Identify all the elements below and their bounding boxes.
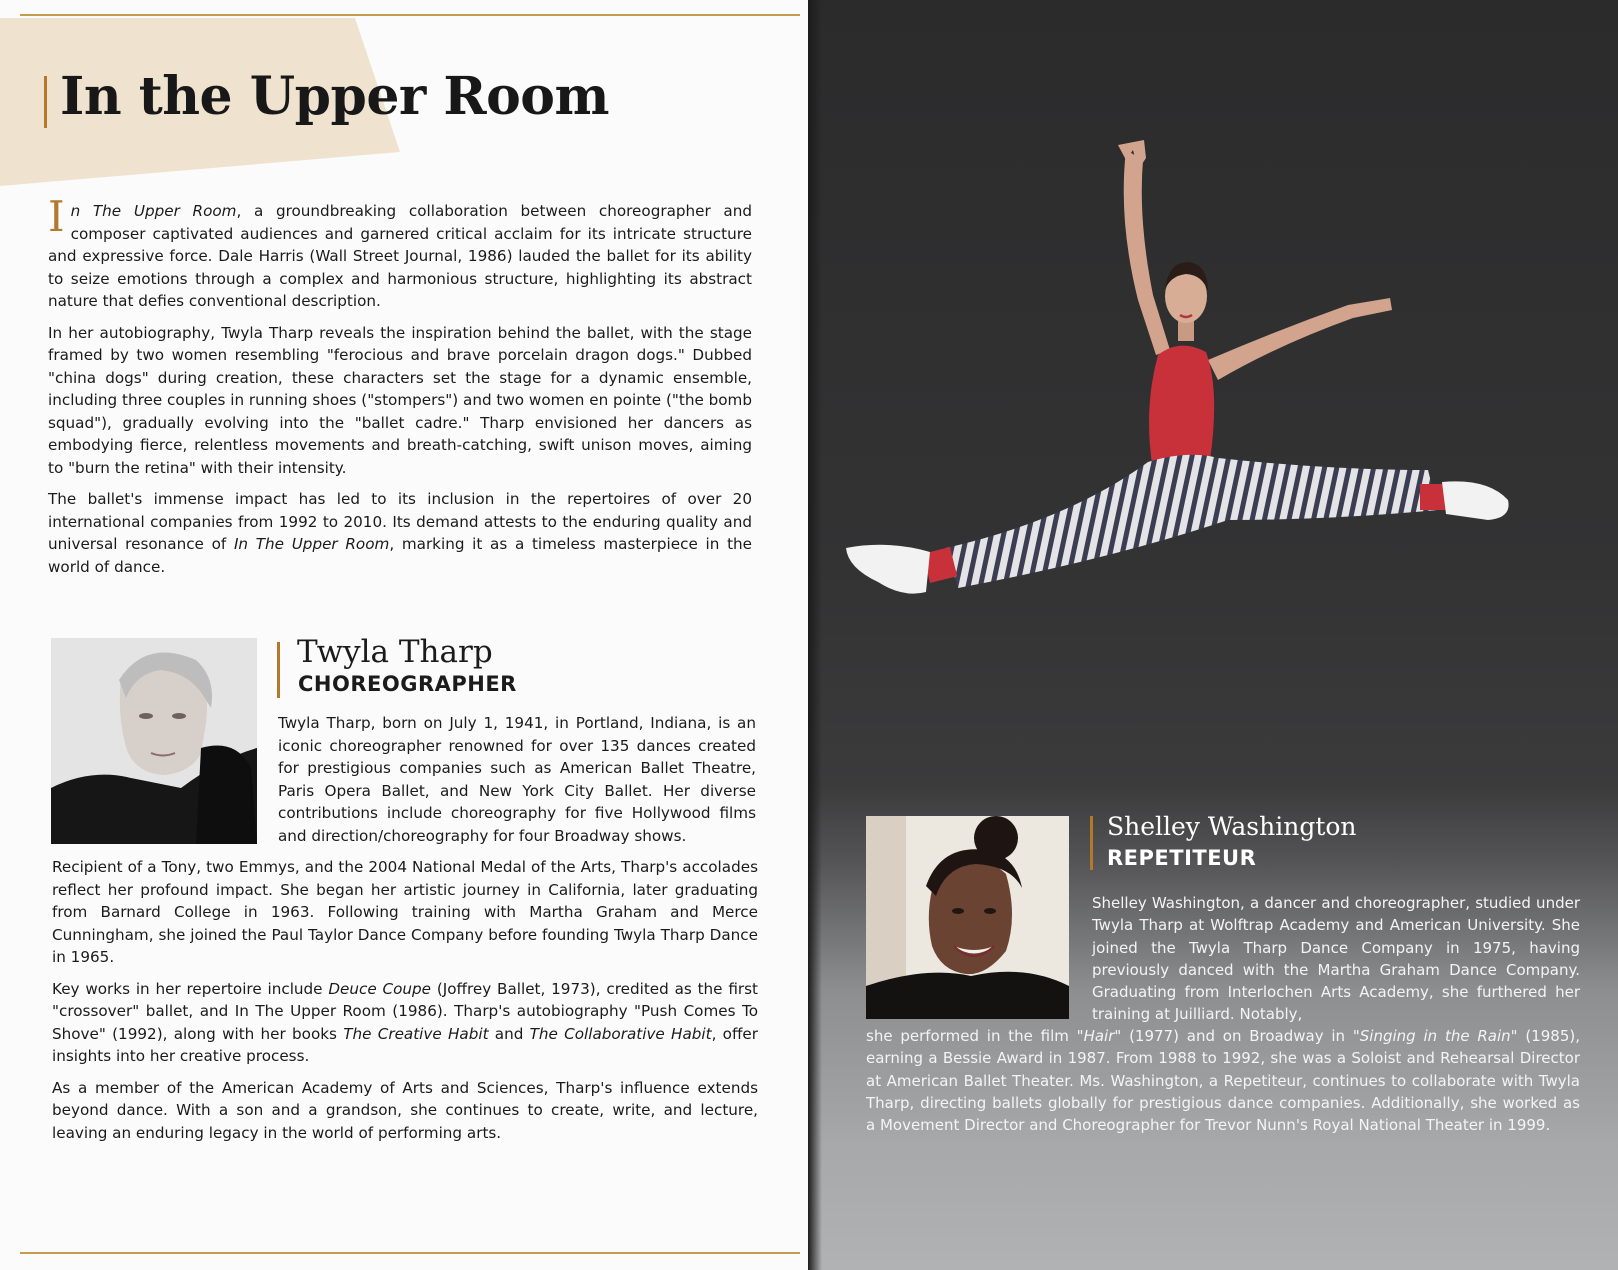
left-page bbox=[0, 0, 808, 1270]
washington-portrait-photo bbox=[866, 816, 1069, 1019]
tharp-portrait-photo bbox=[51, 638, 257, 844]
intro-paragraph-3-italic: In The Upper Room bbox=[233, 535, 390, 553]
intro-text bbox=[48, 192, 752, 587]
washington-p2-a: she performed in the film " bbox=[866, 1027, 1084, 1045]
washington-bio-paragraph-1: Shelley Washington, a dancer and choreographer, studied under Twyla Tharp at Wolftrap Academy and American University. She joined the Twyla Tharp Dance Company in 1975, having previously danced with the Martha Graham Dance Company. Graduating from Interlochen Arts Academy, she furthered her training at Juilliard. Notably, bbox=[1092, 894, 1580, 1024]
tharp-role: CHOREOGRAPHER bbox=[298, 672, 517, 696]
tharp-bio-continued bbox=[52, 856, 758, 1153]
washington-p2-italic-1: Hair bbox=[1083, 1027, 1115, 1045]
washington-p2-italic-2: Singing in the Rain bbox=[1359, 1027, 1511, 1045]
tharp-p3-c: and bbox=[488, 1024, 530, 1043]
tharp-bio-paragraph-2: Recipient of a Tony, two Emmys, and the 2004 National Medal of the Arts, Tharp's accolades reflect her profound impact. She began her artistic journey in California, later graduating from Barnard College in 1963. Following training with Martha Graham and Merce Cunningham, she joined the Paul Taylor Dance Company before founding Twyla Tharp Dance in 1965. bbox=[52, 858, 758, 966]
washington-p2-c: " (1985), earning a Bessie Award in 1987. From 1988 to 1992, she was a Soloist and Rehearsal Director at American Ballet Theater. Ms. Washington, a Repetiteur, continues to collaborate with Twyla Tharp, directing ballets globally for prestigious dance companies. Additionally, she worked as a Movement Director and Choreographer for Trevor Nunn's Royal National Theater in 1999. bbox=[866, 1027, 1580, 1135]
tharp-bio-paragraph-1: Twyla Tharp, born on July 1, 1941, in Portland, Indiana, is an iconic choreographer renowned for over 135 dances created for prestigious companies such as American Ballet Theatre, Paris Opera Ballet, and New York City Ballet. Her diverse contributions include choreography for five Hollywood films and direction/choreography for four Broadway shows. bbox=[278, 714, 756, 845]
tharp-accent-bar bbox=[277, 642, 280, 698]
right-page bbox=[808, 0, 1618, 1270]
intro-italic-title: n The Upper Room bbox=[70, 202, 237, 220]
washington-p2-b: " (1977) and on Broadway in " bbox=[1114, 1027, 1360, 1045]
intro-paragraph-3 bbox=[48, 488, 752, 578]
page-title: In the Upper Room bbox=[60, 66, 610, 127]
washington-role: REPETITEUR bbox=[1107, 846, 1257, 870]
washington-bio-paragraph-2 bbox=[866, 1025, 1580, 1136]
tharp-p3-a: Key works in her repertoire include bbox=[52, 979, 329, 998]
intro-paragraph-2: In her autobiography, Twyla Tharp reveals the inspiration behind the ballet, with the stage framed by two women resembling "ferocious and brave porcelain dragon dogs." Dubbed "china dogs" during creation, these characters set the stage for a dynamic ensemble, including three couples in running shoes ("stompers") and two women en pointe ("the bomb squad"), gradually evolving into the "ballet cadre." Tharp envisioned her dancers as embodying fierce, relentless movements and breath-catching, swift unison moves, aiming to "burn the retina" with their intensity. bbox=[48, 323, 752, 477]
tharp-bio-paragraph-4: As a member of the American Academy of Arts and Sciences, Tharp's influence extends beyond dance. With a son and a grandson, she continues to create, write, and lecture, leaving an enduring legacy in the world of performing arts. bbox=[52, 1078, 758, 1142]
washington-accent-bar bbox=[1090, 816, 1093, 870]
washington-name: Shelley Washington bbox=[1107, 812, 1357, 841]
tharp-p3-italic-3: The Collaborative Habit bbox=[529, 1024, 712, 1043]
intro-paragraph-3-a: The ballet's immense impact has led to its inclusion in the repertoires of over 20 international companies from 1992 to 2010. Its demand attests to the enduring quality and universal resonance of bbox=[48, 490, 752, 553]
intro-paragraph-1-text: , a groundbreaking collaboration between choreographer and composer captivated audiences and garnered critical acclaim for its intricate structure and expressive force. Dale Harris (Wall Street Journal, 1986) lauded the ballet for its ability to seize emotions through a complex and harmonious structure, highlighting its abstract nature that defies conventional description. bbox=[48, 202, 752, 310]
tharp-p3-italic-2: The Creative Habit bbox=[343, 1024, 489, 1043]
tharp-p3-italic-1: Deuce Coupe bbox=[328, 979, 432, 998]
top-rule bbox=[20, 14, 800, 16]
tharp-p3-b: (Joffrey Ballet, 1973), credited as the first "crossover" ballet, and In The Upper Room (1986). Tharp's autobiography "Push Comes To Shove" (1992), along with her books bbox=[52, 979, 759, 1043]
tharp-bio-paragraph-3 bbox=[52, 978, 758, 1068]
drop-cap: I bbox=[48, 192, 65, 241]
dancer-photo bbox=[808, 0, 1618, 700]
intro-paragraph-3-b: , marking it as a timeless masterpiece in the world of dance. bbox=[48, 535, 752, 576]
title-accent-bar bbox=[44, 76, 47, 128]
tharp-name: Twyla Tharp bbox=[297, 634, 493, 670]
intro-paragraph-1 bbox=[48, 192, 752, 313]
bottom-rule bbox=[20, 1252, 800, 1254]
tharp-p3-d: , offer insights into her creative process. bbox=[52, 1024, 759, 1065]
